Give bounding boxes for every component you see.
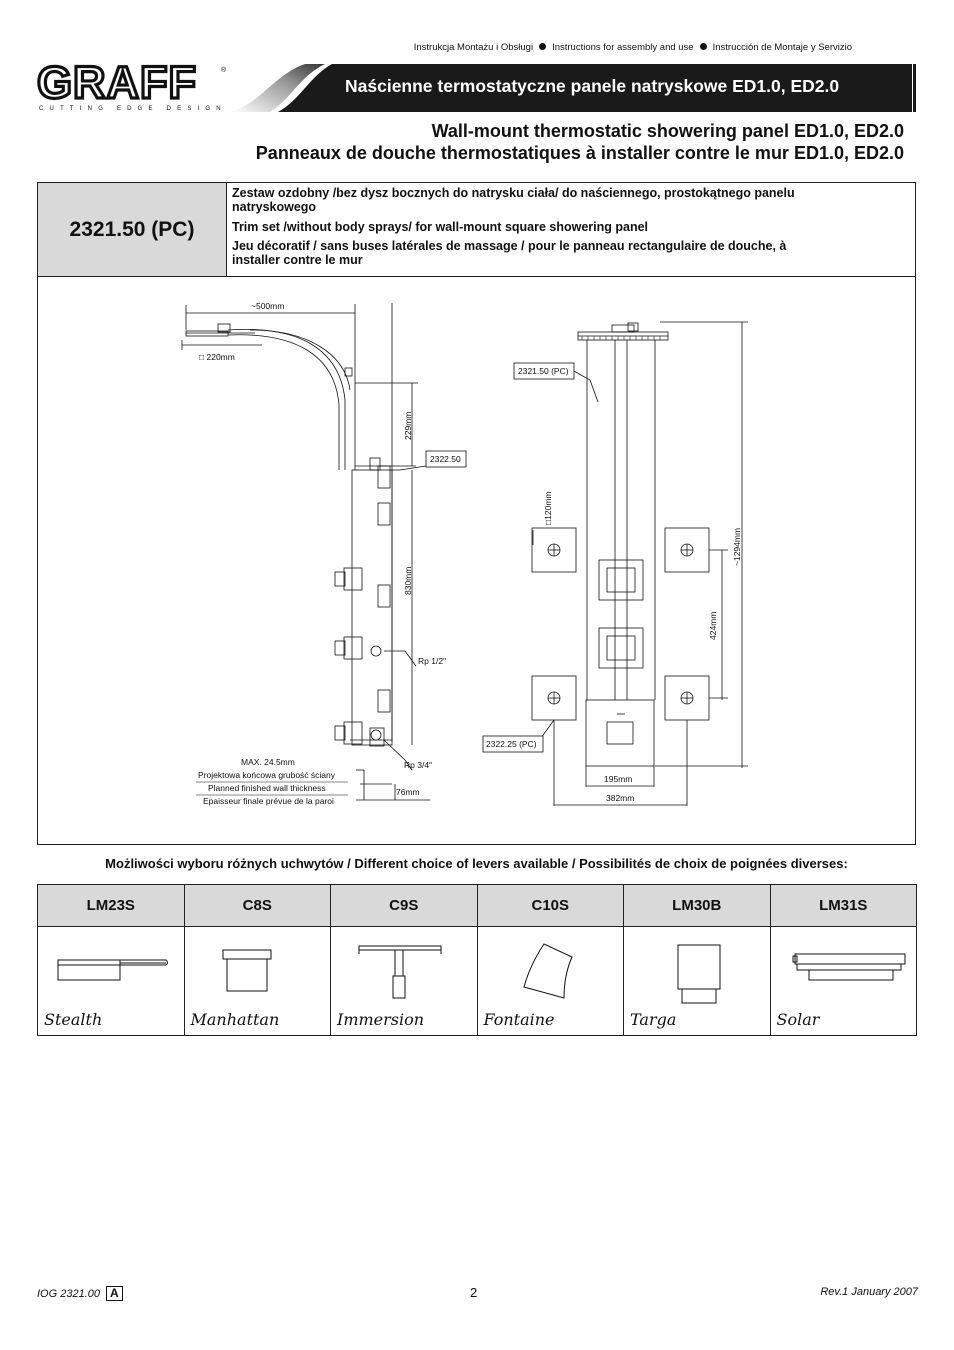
desc-pl: Zestaw ozdobny /bez dysz bocznych do natrysku ciała/ do naściennego, prostokątnego panelu natryskowego — [232, 186, 795, 214]
lever-cell-manhattan — [184, 927, 331, 1036]
technical-drawing — [38, 277, 915, 844]
lever-name: Solar — [776, 1010, 820, 1029]
wall-pl: Projektowa końcowa grubość ściany — [198, 770, 336, 780]
title-en: Wall-mount thermostatic showering panel ED1.0, ED2.0 — [431, 121, 904, 141]
lever-cell-fontaine — [477, 927, 624, 1036]
page-number: 2 — [470, 1285, 478, 1300]
lever-cell-stealth — [38, 927, 185, 1036]
dim-500: ~500mm — [251, 301, 285, 311]
lever-code: LM31S — [770, 885, 917, 927]
doc-code: IOG 2321.00 — [37, 1288, 100, 1300]
dim-229: 229mm — [403, 411, 413, 440]
wall-en: Planned finished wall thickness — [208, 783, 326, 793]
lever-code: LM30B — [624, 885, 771, 927]
dim-76: 76mm — [396, 787, 420, 797]
logo-tagline: CUTTING EDGE DESIGN — [39, 106, 227, 112]
svg-text:®: ® — [221, 67, 227, 74]
lever-cell-targa — [624, 927, 771, 1036]
bullet-icon — [700, 43, 707, 50]
desc-en: Trim set /without body sprays/ for wall-mount square showering panel — [232, 220, 649, 234]
lever-code: C8S — [184, 885, 331, 927]
ref-2322-50: 2322.50 — [430, 454, 461, 464]
product-code: 2321.50 (PC) — [38, 183, 227, 276]
language-es: Instrucción de Montaje y Servizio — [712, 42, 852, 53]
rp-34: Rp 3/4" — [404, 760, 433, 770]
title-fr: Panneaux de douche thermostatiques à installer contre le mur ED1.0, ED2.0 — [255, 143, 904, 163]
logo-wordmark: GRAFF — [37, 60, 197, 108]
dim-220: □ 220mm — [199, 352, 235, 362]
bullet-icon — [539, 43, 546, 50]
lever-name: Fontaine — [483, 1010, 555, 1029]
banner-edge — [913, 64, 916, 112]
rp-half: Rp 1/2" — [418, 656, 447, 666]
title-pl: Naścienne termostatyczne panele natryskowe ED1.0, ED2.0 — [345, 76, 840, 96]
desc-fr: Jeu décoratif / sans buses latérales de massage / pour le panneau rectangulaire de douche, à installer contre le mur — [232, 239, 787, 267]
lever-name: Targa — [630, 1010, 677, 1029]
dim-1294: ~1294mm — [732, 527, 742, 566]
wall-max: MAX. 24.5mm — [241, 757, 295, 767]
lever-cell-solar — [770, 927, 917, 1036]
language-en: Instructions for assembly and use — [552, 42, 694, 53]
revision-badge: A — [106, 1286, 123, 1301]
ref-2322-25: 2322.25 (PC) — [486, 739, 537, 749]
lever-cell-immersion — [331, 927, 478, 1036]
language-pl: Instrukcja Montażu i Obsługi — [413, 42, 534, 53]
levers-header-row — [38, 885, 917, 927]
footer-doc-code — [37, 1286, 123, 1301]
ref-2321-50: 2321.50 (PC) — [518, 366, 569, 376]
lever-name: Stealth — [44, 1010, 103, 1029]
lever-code: C9S — [331, 885, 478, 927]
levers-table — [37, 884, 917, 1036]
dim-120: □120mm — [543, 491, 553, 525]
dim-830: 830mm — [403, 566, 413, 595]
language-line — [414, 42, 852, 53]
lever-name: Manhattan — [190, 1010, 280, 1029]
lever-name: Immersion — [337, 1010, 425, 1029]
levers-title: Możliwości wyboru różnych uchwytów / Different choice of levers available / Possibilités de choix de poignées diverses: — [105, 856, 848, 871]
revision-date: Rev.1 January 2007 — [820, 1286, 918, 1298]
wall-fr: Epaisseur finale prévue de la paroi — [203, 796, 334, 806]
dim-382: 382mm — [606, 793, 635, 803]
levers-image-row — [38, 927, 917, 1036]
lever-code: C10S — [477, 885, 624, 927]
title-block — [256, 120, 904, 164]
dim-195: 195mm — [604, 774, 633, 784]
dim-424: 424mm — [708, 611, 718, 640]
lever-code: LM23S — [38, 885, 185, 927]
